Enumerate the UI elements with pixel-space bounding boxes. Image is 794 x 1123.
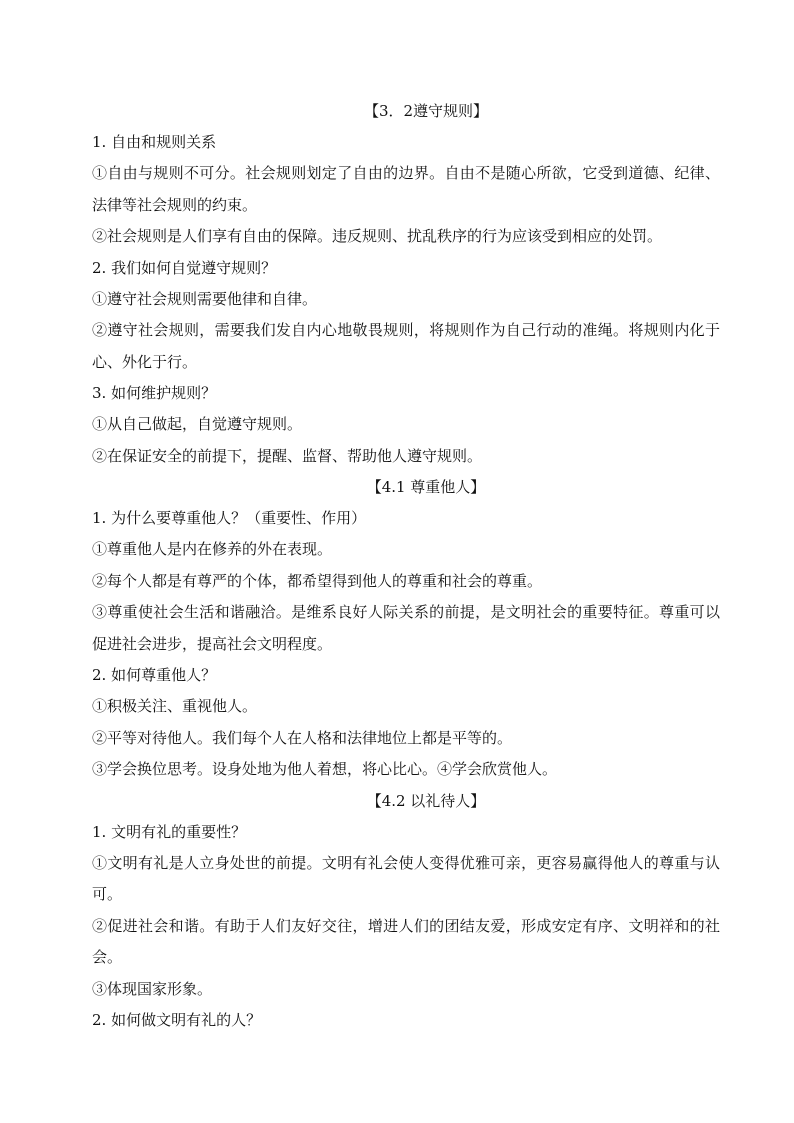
- section-title: 【4.1 尊重他人】: [366, 478, 486, 496]
- question-heading: 2. 如何做文明有礼的人？: [92, 1011, 262, 1029]
- paragraph: ②平等对待他人。我们每个人在人格和法律地位上都是平等的。: [92, 728, 513, 747]
- paragraph: ①尊重他人是内在修养的外在表现。: [92, 540, 333, 558]
- paragraph: ①积极关注、重视他人。: [92, 697, 258, 715]
- question-heading: 2. 我们如何自觉遵守规则？: [92, 258, 277, 277]
- section-rules: [92, 96, 720, 472]
- paragraph: ②在保证安全的前提下，提醒、监督、帮助他人遵守规则。: [92, 446, 483, 465]
- paragraph: ①从自己做起，自觉遵守规则。: [92, 415, 303, 433]
- section-courtesy: [92, 786, 720, 1037]
- question-heading: 1. 自由和规则关系: [92, 133, 217, 151]
- section-title: 【4.2 以礼待人】: [366, 791, 486, 810]
- paragraph: ②促进社会和谐。有助于人们友好交往，增进人们的团结友爱，形成安定有序、文明祥和的社会。: [92, 916, 720, 966]
- question-heading: 1. 文明有礼的重要性？: [92, 822, 247, 841]
- paragraph: ②社会规则是人们享有自由的保障。违反规则、扰乱秩序的行为应该受到相应的处罚。: [92, 227, 663, 245]
- paragraph: ①自由与规则不可分。社会规则划定了自由的边界。自由不是随心所欲，它受到道德、纪律、法律等社会规则的约束。: [92, 164, 720, 214]
- question-heading: 2. 如何尊重他人？: [92, 666, 217, 684]
- paragraph: ①文明有礼是人立身处世的前提。文明有礼会使人变得优雅可亲，更容易赢得他人的尊重与认可。: [92, 853, 720, 903]
- section-respect-others: [92, 472, 720, 786]
- section-title: 【3．2遵守规则】: [363, 102, 489, 120]
- paragraph: ②遵守社会规则，需要我们发自内心地敬畏规则，将规则作为自己行动的准绳。将规则内化于心、外化于行。: [92, 321, 720, 371]
- question-heading: 3. 如何维护规则？: [92, 384, 217, 402]
- question-heading: 1. 为什么要尊重他人？（重要性、作用）: [92, 509, 367, 527]
- paragraph: ①遵守社会规则需要他律和自律。: [92, 289, 318, 308]
- paragraph: ②每个人都是有尊严的个体，都希望得到他人的尊重和社会的尊重。: [92, 571, 543, 590]
- paragraph: ③学会换位思考。设身处地为他人着想，将心比心。④学会欣赏他人。: [92, 760, 558, 778]
- paragraph: ③体现国家形象。: [92, 979, 213, 998]
- paragraph: ③尊重使社会生活和谐融洽。是维系良好人际关系的前提，是文明社会的重要特征。尊重可以促进社会进步，提高社会文明程度。: [92, 603, 720, 653]
